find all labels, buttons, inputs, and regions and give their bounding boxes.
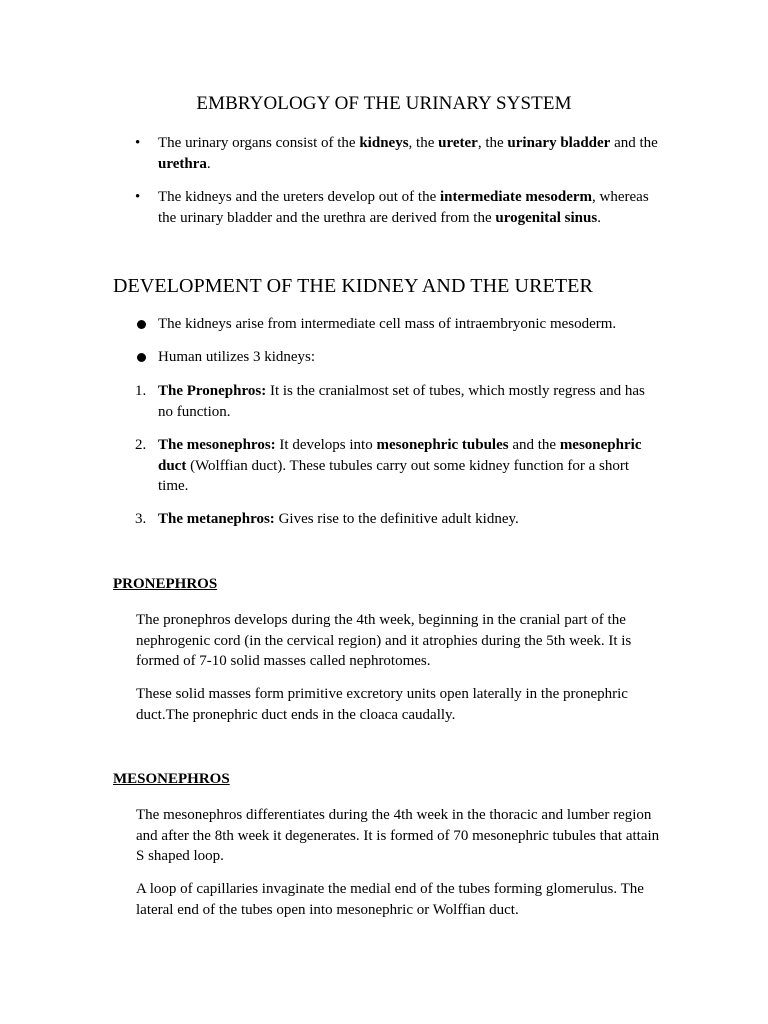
bold-term: intermediate mesoderm <box>440 189 593 205</box>
text-run: and the <box>610 135 658 151</box>
text-run: The urinary organs consist of the <box>158 135 360 151</box>
pronephros-paragraph-1: The pronephros develops during the 4th week, beginning in the cranial part of the nephrogenic cord (in the cervical region) and it atrophies during the 5th week. It is formed of 7-10 solid masses called nephrotomes. <box>136 612 632 669</box>
list-number: 2. <box>135 437 147 453</box>
text-run: It is the cranialmost set of tubes, which mostly regress and has no function. <box>158 383 645 420</box>
intro-bullet-1 <box>158 133 658 174</box>
development-bullet-1: The kidneys arise from intermediate cell mass of intraembryonic mesoderm. <box>158 316 617 332</box>
text-run: The kidneys and the ureters develop out of the <box>158 189 440 205</box>
list-number: 1. <box>135 383 147 399</box>
text-run: , whereas the urinary bladder and the urethra are derived from the <box>158 189 649 226</box>
bullet-dot <box>137 320 146 329</box>
bold-term: The mesonephros: <box>158 437 276 453</box>
text-run: . <box>206 155 211 172</box>
development-bullet-2: Human utilizes 3 kidneys: <box>158 349 316 365</box>
bold-term: kidneys <box>359 135 409 151</box>
text-run: Gives rise to the definitive adult kidney. <box>274 511 519 527</box>
pronephros-paragraph-2: These solid masses form primitive excretory units open laterally in the pronephric duct.The pronephric duct ends in the cloaca caudally. <box>136 686 628 723</box>
document-title: EMBRYOLOGY OF THE URINARY SYSTEM <box>196 93 572 114</box>
list-item-mesonephros <box>158 435 658 497</box>
mesonephros-paragraph-2: A loop of capillaries invaginate the medial end of the tubes forming glomerulus. The lateral end of the tubes open into mesonephric or Wolffian duct. <box>136 881 644 918</box>
bullet-marker: • <box>135 189 141 205</box>
bold-term: urogenital sinus <box>495 209 598 226</box>
bold-term: urinary bladder <box>507 135 611 151</box>
bold-term: mesonephric duct <box>158 437 642 474</box>
bold-term: The Pronephros: <box>158 383 267 399</box>
bullet-dot <box>137 353 146 362</box>
list-number: 3. <box>135 511 147 527</box>
bold-term: urethra <box>158 155 207 172</box>
text-run: (Wolffian duct). These tubules carry out some kidney function for a short time. <box>158 457 630 494</box>
text-run: , the <box>408 135 439 151</box>
text-run: , the <box>477 135 508 151</box>
bold-term: mesonephric tubules <box>376 437 509 453</box>
list-item-pronephros <box>158 381 658 422</box>
text-run: . <box>597 209 601 226</box>
text-run: and the <box>508 437 560 453</box>
text-run: It develops into <box>275 437 377 453</box>
bold-term: The metanephros: <box>158 511 275 527</box>
section-heading-pronephros: PRONEPHROS <box>113 576 218 592</box>
intro-bullet-2 <box>158 187 658 228</box>
list-item-metanephros <box>158 509 658 530</box>
section-heading-development: DEVELOPMENT OF THE KIDNEY AND THE URETER <box>113 275 593 297</box>
section-heading-mesonephros: MESONEPHROS <box>113 771 230 787</box>
bullet-marker: • <box>135 135 141 151</box>
bold-term: ureter <box>438 135 478 151</box>
mesonephros-paragraph-1: The mesonephros differentiates during the 4th week in the thoracic and lumber region and after the 8th week it degenerates. It is formed of 70 mesonephric tubules that attain S shaped loop. <box>136 807 660 864</box>
